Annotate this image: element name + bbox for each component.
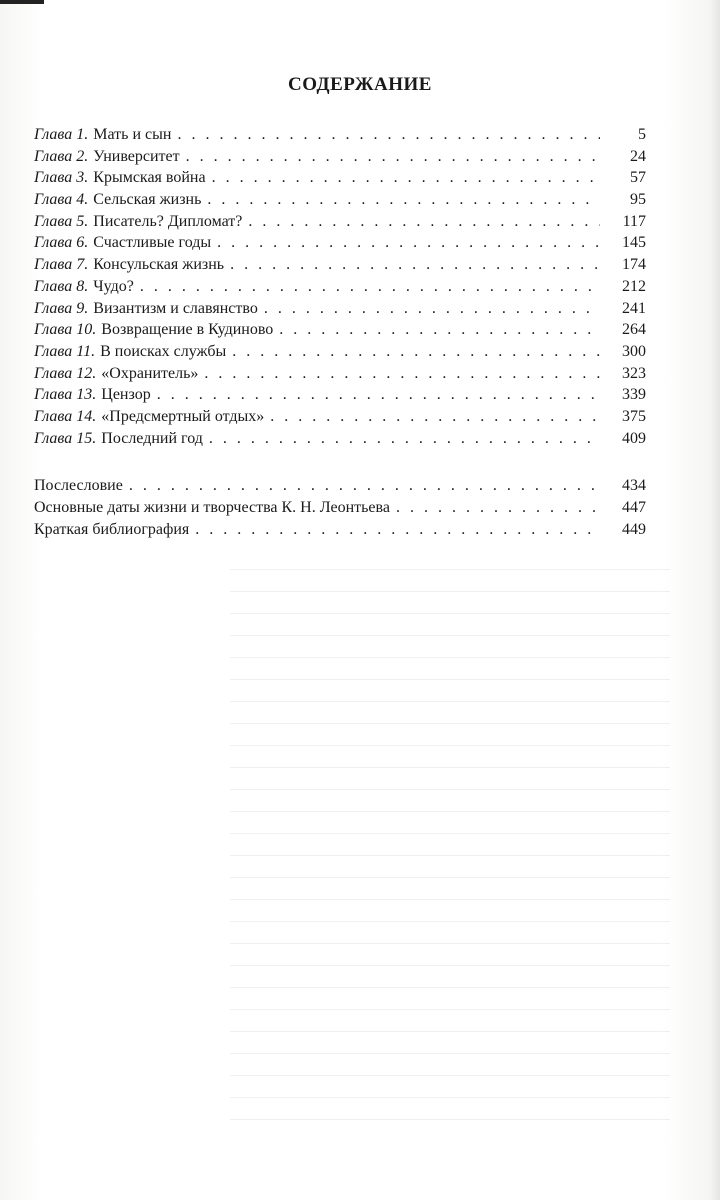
dot-leader — [186, 146, 600, 168]
page-title: СОДЕРЖАНИЕ — [288, 74, 432, 95]
dot-leader — [230, 254, 600, 276]
dot-leader — [140, 276, 600, 298]
chapter-title: Цензор — [101, 386, 151, 404]
chapter-label: Глава 5. — [34, 212, 89, 230]
dot-leader — [212, 167, 600, 189]
chapter-label: Глава 15. — [34, 429, 97, 447]
dot-leader — [248, 211, 600, 233]
page-number: 241 — [622, 299, 646, 317]
chapter-label: Глава 12. — [34, 364, 97, 382]
chapter-label: Глава 7. — [34, 256, 89, 274]
page-number: 117 — [622, 212, 646, 230]
chapter-label: Глава 1. — [34, 126, 89, 143]
toc-entry-chapter-15[interactable] — [34, 428, 646, 450]
dot-leader — [264, 298, 600, 320]
dot-leader — [195, 519, 600, 541]
toc-entry-chapter-2[interactable] — [34, 146, 646, 168]
page-number: 434 — [622, 477, 646, 495]
page-number: 264 — [622, 321, 646, 339]
dot-leader — [209, 428, 600, 450]
page-number: 212 — [622, 277, 646, 295]
chapter-title: В поисках службы — [100, 342, 227, 360]
page-number: 447 — [622, 499, 646, 516]
entry-title: Основные даты жизни и творчества К. Н. Леонтьева — [34, 499, 390, 516]
chapter-title: Мать и сын — [93, 126, 172, 143]
toc-entry-afterword[interactable] — [34, 475, 646, 497]
dot-leader — [396, 497, 600, 519]
page-number: 300 — [622, 342, 646, 360]
dot-leader — [270, 406, 600, 428]
chapter-title: Последний год — [101, 429, 203, 447]
page-number: 145 — [622, 234, 646, 252]
page-number: 375 — [622, 407, 646, 425]
chapter-label: Глава 10. — [34, 321, 97, 339]
dot-leader — [232, 341, 600, 363]
page-number: 449 — [622, 520, 646, 538]
chapter-title: «Предсмертный отдых» — [101, 407, 265, 425]
toc-entry-bibliography[interactable] — [34, 519, 646, 541]
page-number: 24 — [630, 147, 646, 165]
toc-entry-chapter-14[interactable] — [34, 406, 646, 428]
chapter-label: Глава 13. — [34, 386, 97, 404]
page-number: 95 — [630, 191, 646, 209]
chapter-label: Глава 11. — [34, 342, 96, 360]
chapter-title: Писатель? Дипломат? — [93, 212, 243, 230]
dot-leader — [279, 319, 600, 341]
chapter-title: Сельская жизнь — [93, 191, 202, 209]
toc-entry-chapter-12[interactable] — [34, 363, 646, 385]
toc-entry-chapter-9[interactable] — [34, 298, 646, 320]
dot-leader — [177, 124, 600, 146]
chapter-title: Консульская жизнь — [93, 256, 225, 274]
dot-leader — [157, 384, 600, 406]
chapter-label: Глава 9. — [34, 299, 89, 317]
chapter-label: Глава 4. — [34, 191, 89, 209]
show-through-texture — [230, 560, 670, 1120]
entry-title: Послесловие — [34, 477, 123, 495]
toc-entry-chapter-6[interactable] — [34, 232, 646, 254]
chapter-label: Глава 8. — [34, 277, 89, 295]
section-gap — [34, 449, 646, 475]
table-of-contents — [34, 124, 646, 540]
dot-leader — [207, 189, 600, 211]
toc-entry-chapter-4[interactable] — [34, 189, 646, 211]
chapter-title: Чудо? — [93, 277, 134, 295]
chapter-title: Университет — [93, 147, 180, 165]
toc-entry-chapter-1[interactable] — [34, 124, 646, 146]
page-edge-shadow — [710, 0, 720, 1200]
page-number: 409 — [622, 429, 646, 447]
page-number: 5 — [638, 126, 646, 143]
chapter-title: Счастливые годы — [93, 234, 212, 252]
page-number: 174 — [622, 256, 646, 274]
page-number: 323 — [622, 364, 646, 382]
page-number: 57 — [630, 169, 646, 187]
page-number: 339 — [622, 386, 646, 404]
toc-entry-chapter-13[interactable] — [34, 384, 646, 406]
scan-edge-mark — [0, 0, 44, 4]
chapter-title: «Охранитель» — [101, 364, 199, 382]
toc-entry-chapter-10[interactable] — [34, 319, 646, 341]
entry-title: Краткая библиография — [34, 520, 190, 538]
chapter-label: Глава 6. — [34, 234, 89, 252]
dot-leader — [129, 475, 600, 497]
toc-entry-chapter-8[interactable] — [34, 276, 646, 298]
toc-entry-chapter-7[interactable] — [34, 254, 646, 276]
chapter-title: Византизм и славянство — [93, 299, 258, 317]
chapter-title: Крымская война — [93, 169, 206, 187]
chapter-label: Глава 14. — [34, 407, 97, 425]
chapter-label: Глава 3. — [34, 169, 89, 187]
chapter-title: Возвращение в Кудиново — [101, 321, 274, 339]
toc-entry-chapter-5[interactable] — [34, 211, 646, 233]
toc-entry-chapter-11[interactable] — [34, 341, 646, 363]
dot-leader — [217, 232, 600, 254]
toc-entry-chapter-3[interactable] — [34, 167, 646, 189]
chapter-label: Глава 2. — [34, 147, 89, 165]
dot-leader — [204, 363, 600, 385]
toc-entry-chronology[interactable] — [34, 497, 646, 519]
